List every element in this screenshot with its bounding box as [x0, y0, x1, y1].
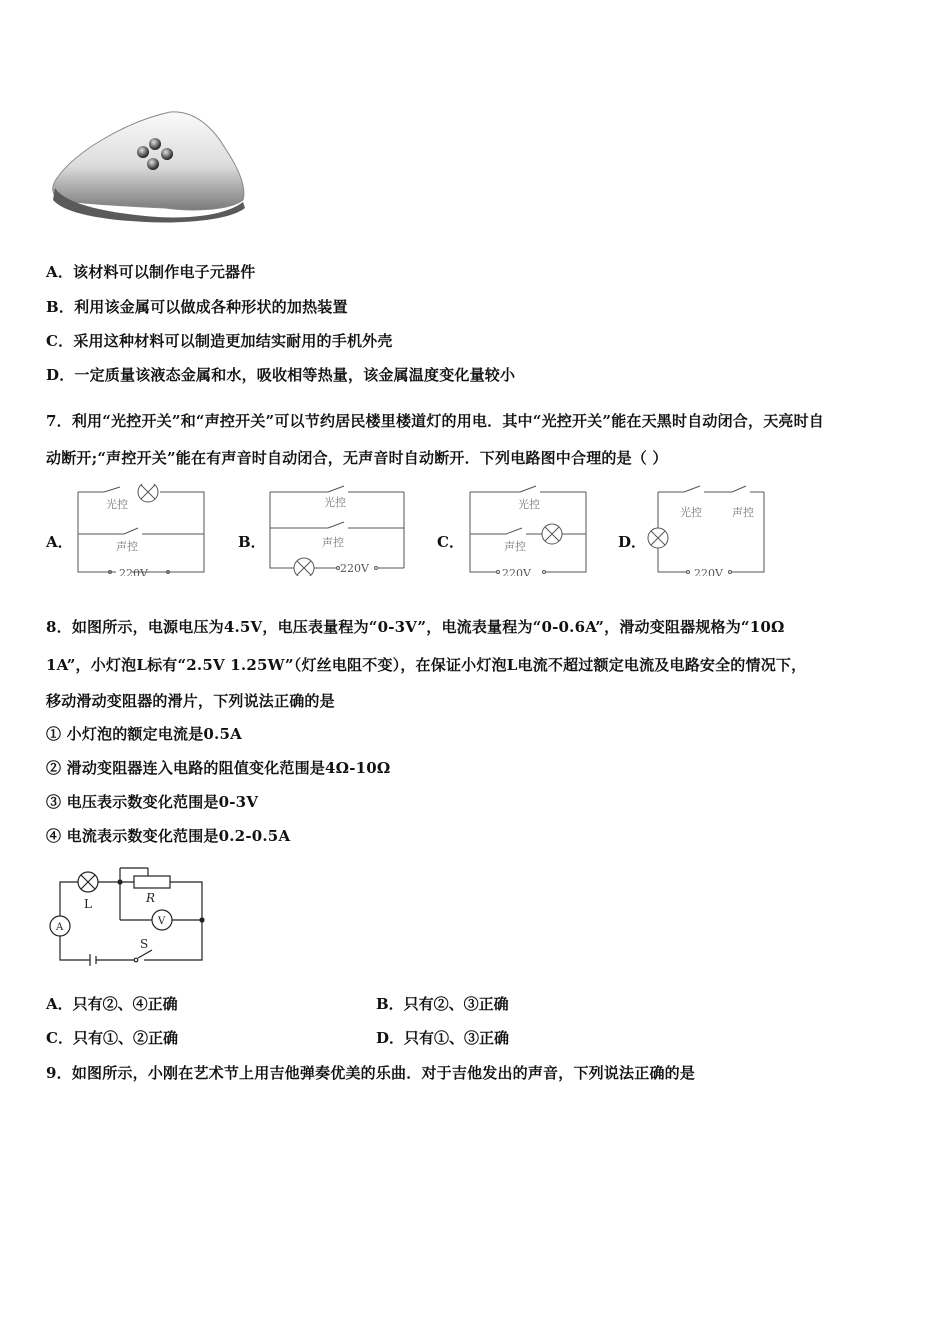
- q8-statement-3: ③ 电压表示数变化范围是0-3V: [46, 793, 259, 811]
- voltage-label: 220V: [502, 567, 531, 576]
- q6-option-b: B．利用该金属可以做成各种形状的加热装置: [46, 298, 348, 316]
- q7-label-c: C．: [437, 533, 464, 551]
- q8-statement-2: ② 滑动变阻器连入电路的阻值变化范围是4Ω-10Ω: [46, 759, 391, 777]
- q8-stem-line2: 1A”，小灯泡L标有“2.5V 1.25W”（灯丝电阻不变），在保证小灯泡L电流不超过额定电流及电路安全的情况下，: [46, 656, 807, 674]
- q8-stem-line1: 8．如图所示，电源电压为4.5V，电压表量程为“0-3V”，电流表量程为“0-0.6A”，滑动变阻器规格为“10Ω: [46, 618, 785, 636]
- sound-switch-label: 声控: [116, 540, 138, 553]
- sound-switch-label: 声控: [322, 536, 344, 549]
- q8-circuit-diagram: [44, 864, 214, 972]
- q7-circuit-b: [266, 484, 408, 576]
- q8-stem-line3: 移动滑动变阻器的滑片，下列说法正确的是: [46, 692, 335, 710]
- resistor-label: R: [146, 891, 156, 905]
- liquid-metal-photo: [45, 108, 250, 224]
- q7-label-a: A．: [46, 533, 73, 551]
- sound-switch-label: 声控: [504, 540, 526, 553]
- q6-option-d: D．一定质量该液态金属和水，吸收相等热量，该金属温度变化量较小: [46, 366, 516, 384]
- q7-circuit-a: [74, 484, 209, 576]
- q7-stem-line2: 动断开;“声控开关”能在有声音时自动闭合，无声音时自动断开．下列电路图中合理的是（ ）: [46, 449, 668, 467]
- light-switch-label: 光控: [106, 498, 128, 511]
- switch-icon: [138, 950, 152, 958]
- voltage-label: 220V: [694, 567, 723, 576]
- light-switch-label: 光控: [680, 506, 702, 519]
- lamp-icon: [78, 872, 98, 892]
- q9-stem-line1: 9．如图所示，小刚在艺术节上用吉他弹奏优美的乐曲．对于吉他发出的声音，下列说法正确的是: [46, 1064, 696, 1082]
- lamp-icon: [138, 484, 158, 502]
- light-switch-label: 光控: [324, 496, 346, 509]
- q7-label-b: B．: [238, 533, 266, 551]
- switch-label: S: [140, 937, 149, 951]
- ammeter-label: A: [56, 922, 64, 933]
- voltage-label: 220V: [119, 567, 148, 576]
- lamp-label: L: [84, 897, 92, 911]
- q6-option-c: C．采用这种材料可以制造更加结实耐用的手机外壳: [46, 332, 393, 350]
- q8-option-d: D．只有①、③正确: [376, 1029, 510, 1047]
- voltage-label: 220V: [340, 562, 369, 575]
- q8-option-b: B．只有②、③正确: [376, 995, 509, 1013]
- q7-stem-line1: 7．利用“光控开关”和“声控开关”可以节约居民楼里楼道灯的用电．其中“光控开关”能在天黑时自动闭合，天亮时自: [46, 412, 825, 430]
- light-switch-label: 光控: [518, 498, 540, 511]
- lamp-icon: [648, 528, 668, 548]
- q7-circuit-d: [646, 484, 768, 576]
- q8-statement-4: ④ 电流表示数变化范围是0.2-0.5A: [46, 827, 291, 845]
- sound-switch-label: 声控: [732, 506, 754, 519]
- q8-statement-1: ① 小灯泡的额定电流是0.5A: [46, 725, 242, 743]
- q7-label-d: D．: [618, 533, 647, 551]
- lamp-icon: [542, 524, 562, 544]
- q7-circuit-c: [466, 484, 590, 576]
- lamp-icon: [294, 558, 314, 576]
- q8-option-a: A．只有②、④正确: [46, 995, 178, 1013]
- q6-option-a: A．该材料可以制作电子元器件: [46, 263, 256, 281]
- voltmeter-label: V: [158, 916, 166, 927]
- q8-option-c: C．只有①、②正确: [46, 1029, 178, 1047]
